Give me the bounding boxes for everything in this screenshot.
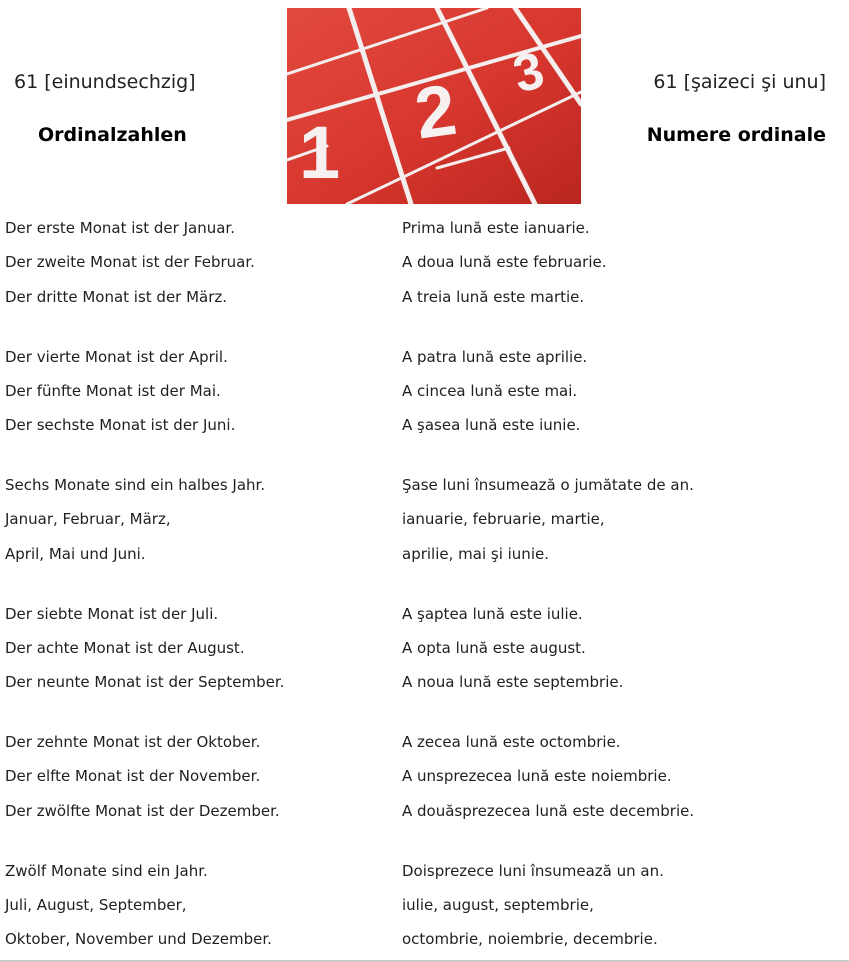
romanian-sentence: A doua lună este februarie.	[402, 253, 607, 272]
german-sentence: Der zehnte Monat ist der Oktober.	[5, 733, 261, 751]
translation-row	[0, 760, 849, 794]
romanian-sentence: ianuarie, februarie, martie,	[402, 510, 605, 529]
german-sentence: Der erste Monat ist der Januar.	[5, 219, 235, 237]
german-sentence: Der zwölfte Monat ist der Dezember.	[5, 801, 280, 820]
lane-number-3: 3	[507, 41, 550, 105]
german-sentence: Der elfte Monat ist der November.	[5, 767, 261, 786]
romanian-sentence: A şasea lună este iunie.	[402, 416, 581, 435]
romanian-sentence: Prima lună este ianuarie.	[402, 219, 590, 237]
romanian-sentence: A douăsprezecea lună este decembrie.	[402, 801, 695, 820]
translation-row	[0, 341, 849, 375]
german-sentence: Der fünfte Monat ist der Mai.	[5, 381, 221, 400]
translation-row	[0, 598, 849, 632]
romanian-sentence: iulie, august, septembrie,	[402, 895, 594, 914]
translation-list	[0, 212, 849, 962]
romanian-sentence: octombrie, noiembrie, decembrie.	[402, 930, 658, 949]
german-sentence: Januar, Februar, März,	[5, 510, 171, 529]
translation-row	[0, 281, 849, 315]
translation-row	[0, 795, 849, 829]
german-sentence: Der neunte Monat ist der September.	[5, 673, 285, 692]
translation-row	[0, 469, 849, 503]
translation-row	[0, 666, 849, 700]
running-track-lanes-image	[287, 8, 581, 204]
romanian-sentence: A unsprezecea lună este noiembrie.	[402, 767, 672, 786]
german-sentence: Der vierte Monat ist der April.	[5, 347, 228, 366]
romanian-sentence: A zecea lună este octombrie.	[402, 733, 621, 751]
translation-row	[0, 632, 849, 666]
translation-row	[0, 409, 849, 443]
lesson-title-german: Ordinalzahlen	[38, 124, 187, 146]
german-sentence: April, Mai und Juni.	[5, 544, 146, 563]
lesson-number-german: 61 [einundsechzig]	[14, 71, 196, 93]
lane-number-2: 2	[410, 69, 461, 155]
romanian-sentence: A noua lună este septembrie.	[402, 673, 624, 692]
romanian-sentence: Doisprezece luni însumează un an.	[402, 861, 664, 880]
lane-number-1: 1	[299, 111, 341, 194]
german-sentence: Der dritte Monat ist der März.	[5, 287, 228, 306]
translation-row	[0, 923, 849, 957]
romanian-sentence: A patra lună este aprilie.	[402, 347, 588, 366]
german-sentence: Juli, August, September,	[5, 895, 187, 914]
german-sentence: Der achte Monat ist der August.	[5, 638, 245, 657]
translation-row	[0, 538, 849, 572]
translation-row	[0, 889, 849, 923]
translation-row	[0, 212, 849, 246]
lesson-title-romanian: Numere ordinale	[646, 124, 826, 146]
translation-row	[0, 503, 849, 537]
romanian-sentence: A cincea lună este mai.	[402, 381, 578, 400]
german-sentence: Sechs Monate sind ein halbes Jahr.	[5, 476, 266, 494]
german-sentence: Der sechste Monat ist der Juni.	[5, 416, 236, 435]
romanian-sentence: A opta lună este august.	[402, 638, 586, 657]
romanian-sentence: Şase luni însumează o jumătate de an.	[402, 476, 694, 494]
romanian-sentence: A treia lună este martie.	[402, 287, 585, 306]
translation-row	[0, 375, 849, 409]
german-sentence: Der zweite Monat ist der Februar.	[5, 253, 255, 272]
german-sentence: Oktober, November und Dezember.	[5, 930, 272, 949]
lesson-number-romanian: 61 [şaizeci şi unu]	[653, 71, 826, 93]
german-sentence: Der siebte Monat ist der Juli.	[5, 604, 219, 623]
romanian-sentence: A şaptea lună este iulie.	[402, 604, 583, 623]
translation-row	[0, 726, 849, 760]
german-sentence: Zwölf Monate sind ein Jahr.	[5, 861, 208, 880]
translation-row	[0, 246, 849, 280]
romanian-sentence: aprilie, mai şi iunie.	[402, 544, 549, 563]
translation-row	[0, 855, 849, 889]
